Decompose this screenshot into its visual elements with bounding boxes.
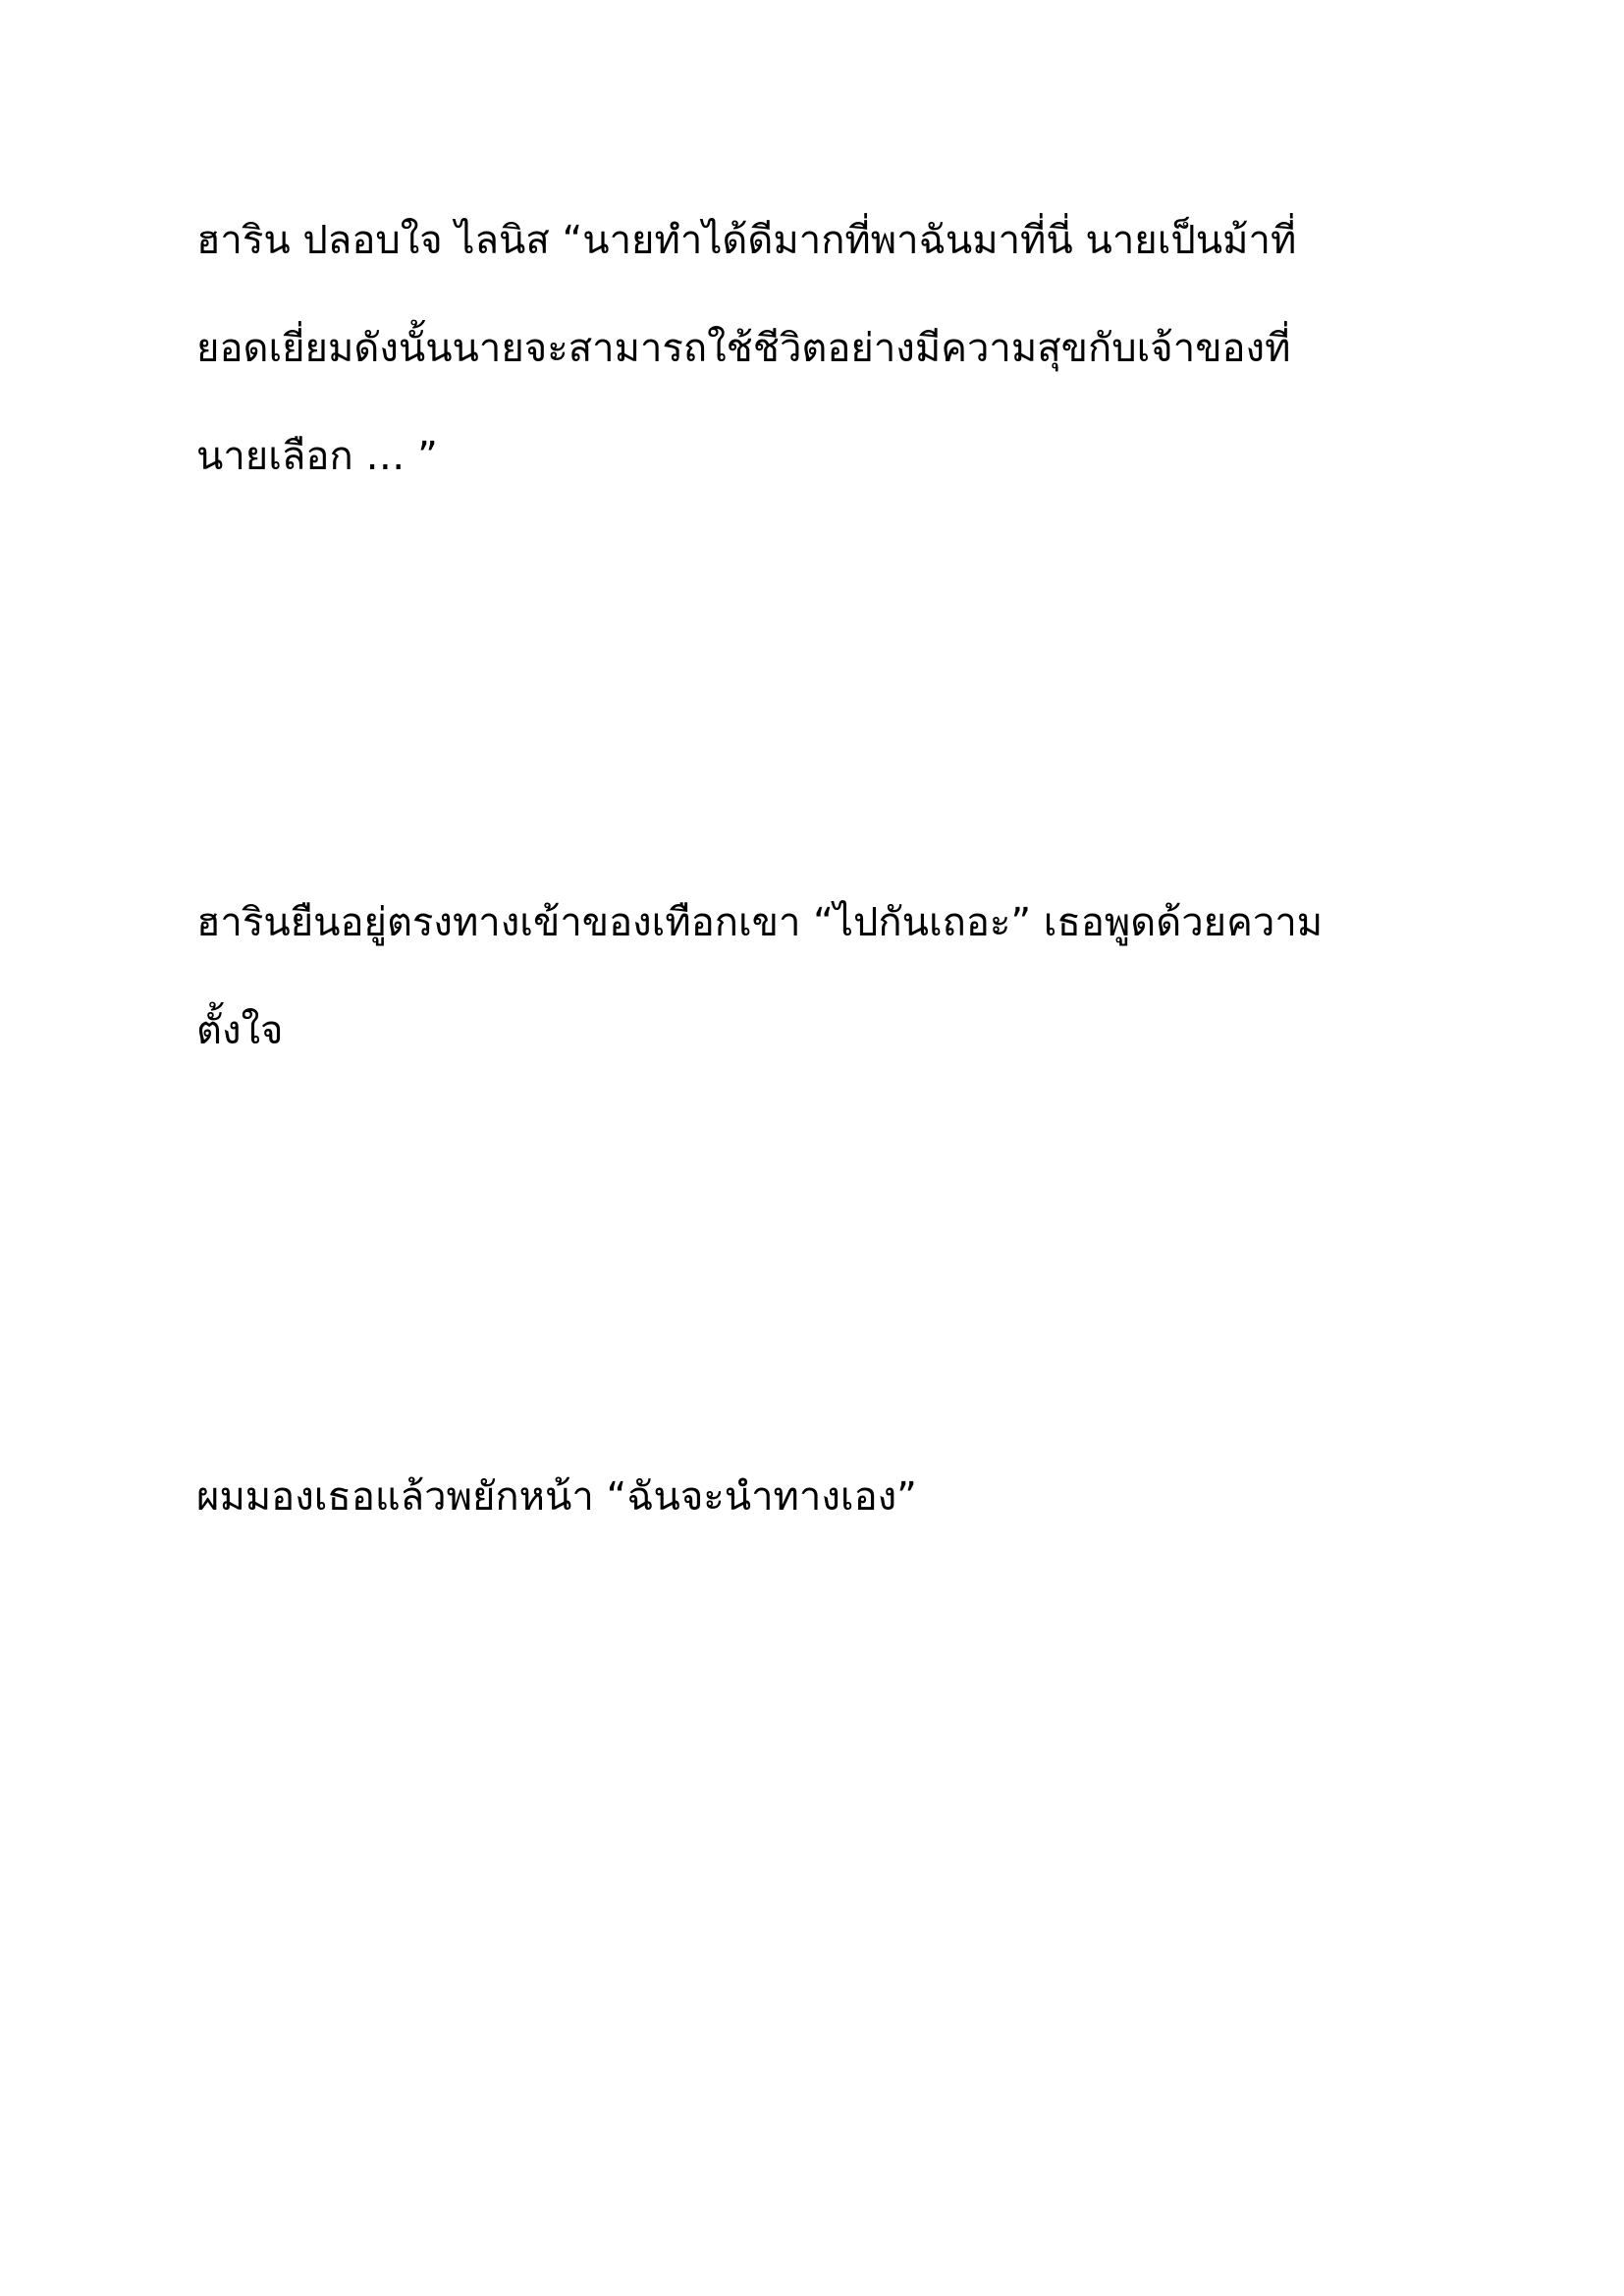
text-line: ผมมองเธอแล้วพยักหน้า “ฉันจะนำทางเอง” [196,1474,917,1520]
text-line: นายเลือก … ” [196,434,438,479]
text-line: ฮาริน ปลอบใจ ไลนิส “นายทำได้ดีมากที่พาฉันมาที่นี่ นายเป็นม้าที่ [196,218,1297,263]
paragraph-narrator-leads-way [196,1443,917,1551]
text-line: ฮารินยืนอยู่ตรงทางเข้าของเทือกเขา “ไปกันเถอะ” เธอพูดด้วยความ [196,900,1324,945]
text-line: ยอดเยี่ยมดังนั้นนายจะสามารถใช้ชีวิตอย่างมีความสุขกับเจ้าของที่ [196,326,1291,371]
paragraph-harin-comforts-lainis [196,187,1296,510]
paragraph-harin-at-mountain-entrance [196,869,1323,1085]
text-line: ตั้งใจ [196,1008,284,1053]
